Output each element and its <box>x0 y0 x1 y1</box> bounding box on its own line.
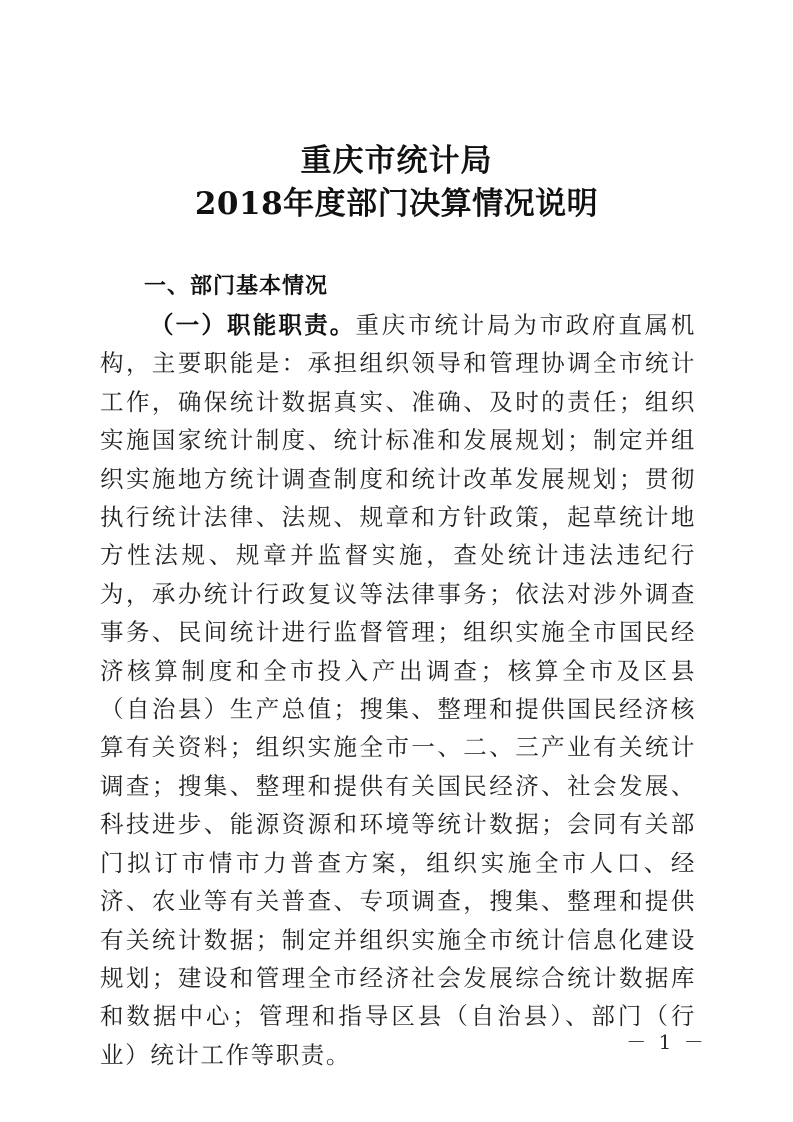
subsection-body-text: 重庆市统计局为市政府直属机构，主要职能是：承担组织领导和管理协调全市统计工作，确保统计数据真实、准确、及时的责任；组织实施国家统计制度、统计标准和发展规划；制定并组织实施地方统计调查制度和统计改革发展规划；贯彻执行统计法律、法规、规章和方针政策，起草统计地方性法规、规章并监督实施，查处统计违法违纪行为，承办统计行政复议等法律事务；依法对涉外调查事务、民间统计进行监督管理；组织实施全市国民经济核算制度和全市投入产出调查；核算全市及区县（自治县）生产总值；搜集、整理和提供国民经济核算有关资料；组织实施全市一、二、三产业有关统计调查；搜集、整理和提供有关国民经济、社会发展、科技进步、能源资源和环境等统计数据；会同有关部门拟订市情市力普查方案，组织实施全市人口、经济、农业等有关普查、专项调查，搜集、整理和提供有关统计数据；制定并组织实施全市统计信息化建设规划；建设和管理全市经济社会发展综合统计数据库和数据中心；管理和指导区县（自治县）、部门（行业）统计工作等职责。 <box>100 311 696 1069</box>
section-heading-department-overview: 一、部门基本情况 <box>144 274 329 299</box>
document-body <box>100 268 696 1074</box>
page-footer <box>0 1026 793 1055</box>
subsection-paragraph-duties <box>100 306 696 1074</box>
page-number: － 1 － <box>626 1030 707 1054</box>
document-title-line-1: 重庆市统计局 <box>300 143 493 179</box>
subsection-lead-label: （一）职能职责。 <box>150 311 356 339</box>
document-title-line-2: 2018年度部门决算情况说明 <box>194 186 599 222</box>
document-title <box>0 140 793 226</box>
